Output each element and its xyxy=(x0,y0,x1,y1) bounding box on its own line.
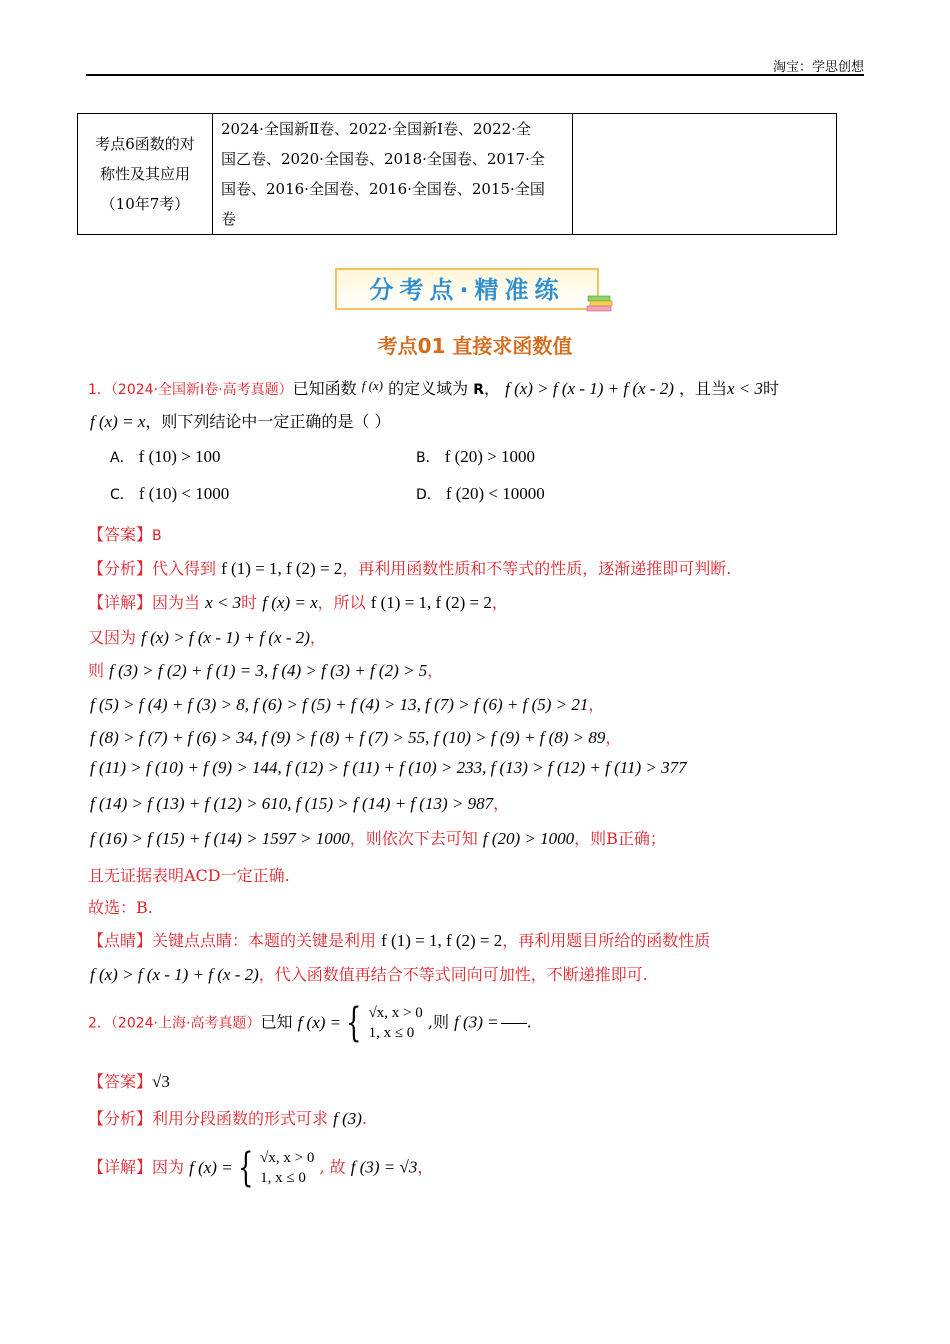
tag: 【详解】 xyxy=(88,593,153,612)
option-expr: f (20) < 10000 xyxy=(445,484,545,503)
text: ，再利用函数性质和不等式的性质，逐渐递推即可判断. xyxy=(342,559,732,578)
math: f (1) = 1, f (2) = 2 xyxy=(381,931,503,950)
option-label: C． xyxy=(110,487,134,503)
piecewise-function xyxy=(189,1145,315,1191)
table-cell-topic xyxy=(78,114,213,235)
option-expr: f (20) > 1000 xyxy=(444,447,536,466)
text: 时 xyxy=(241,593,258,612)
question-number: 2． xyxy=(88,1015,111,1032)
brace-icon: { xyxy=(237,1145,254,1191)
option-expr: f (10) > 100 xyxy=(138,447,221,466)
text: 的定义域为 xyxy=(388,379,469,398)
math: f (x) = xyxy=(297,1013,342,1032)
text: 因为 xyxy=(152,1157,185,1177)
text: ， xyxy=(427,661,444,680)
q1-choose: 故选：B. xyxy=(88,898,153,917)
text: ， xyxy=(309,628,326,647)
option-b[interactable] xyxy=(416,447,535,467)
tag: 【分析】 xyxy=(88,1109,153,1128)
option-label: A． xyxy=(110,450,134,466)
math: f (11) > f (10) + f (9) > 144, f (12) > f (11) + f (10) > 233, f (13) > f (12) + f (11) > 377 xyxy=(90,758,687,777)
topic-line: 称性及其应用 xyxy=(99,165,190,183)
text: . xyxy=(361,1109,368,1128)
text: ，则B正确； xyxy=(574,829,666,848)
table-row xyxy=(78,114,837,235)
q1-step xyxy=(88,658,443,681)
math: x < 3 xyxy=(727,379,764,398)
math: f (5) > f (4) + f (3) > 8, f (6) > f (5) + f (4) > 13, f (7) > f (6) + f (5) > 21 xyxy=(90,695,589,714)
case: √x, x > 0 xyxy=(260,1150,315,1166)
q1-step xyxy=(90,725,621,748)
answer-value: √3 xyxy=(152,1072,170,1091)
tag: 【分析】 xyxy=(88,559,153,578)
q2-analysis xyxy=(88,1106,367,1129)
q1-stem-line1: 1．（2024·全国新Ⅰ卷·高考真题）已知函数 $^{f (x)}$ 的定义域为 R， f (x) > f (x - 1) + f (x - 2) ，且当x < 3时 xyxy=(88,378,780,398)
text: 又因为 xyxy=(88,628,137,647)
tag: 【答案】 xyxy=(88,525,153,544)
q2-detail xyxy=(88,1145,434,1191)
q2-stem xyxy=(88,1000,532,1046)
q1-answer xyxy=(88,522,162,545)
q1-stem-line2 xyxy=(90,409,390,432)
topic-line: 考点6函数的对 xyxy=(95,135,195,153)
source-line: 国卷、2016·全国卷、2016·全国卷、2015·全国 xyxy=(221,180,545,198)
math: f (3) > f (2) + f (1) = 3, f (4) > f (3) + f (2) > 5 xyxy=(109,661,428,680)
option-label: D． xyxy=(416,487,441,503)
q1-step xyxy=(90,692,604,715)
math: R xyxy=(473,382,484,398)
text: 因为当 xyxy=(152,593,201,612)
text: 利用分段函数的形式可求 xyxy=(152,1109,329,1128)
q1-step xyxy=(90,758,687,778)
question-number: 1． xyxy=(88,382,111,398)
q2-answer xyxy=(88,1069,170,1092)
math: f (20) > 1000 xyxy=(482,829,575,848)
q1-tip-line2 xyxy=(90,962,648,985)
math: f (14) > f (13) + f (12) > 610, f (15) > f (14) + f (13) > 987 xyxy=(90,794,494,813)
option-d[interactable] xyxy=(416,484,545,504)
text: ，且当 xyxy=(678,379,727,398)
text: ， xyxy=(491,593,508,612)
option-expr: f (10) < 1000 xyxy=(138,484,230,503)
text: ， xyxy=(588,695,605,714)
header-shop-name: 淘宝：学思创想 xyxy=(772,60,864,75)
text: 时 xyxy=(763,379,780,398)
math: f (3) = √3 xyxy=(350,1157,418,1177)
q1-step xyxy=(90,791,509,814)
case: 1, x ≤ 0 xyxy=(260,1170,306,1186)
q1-analysis xyxy=(88,556,731,579)
brace-icon: { xyxy=(346,1000,362,1046)
text: , 故 xyxy=(319,1157,346,1177)
math: f (3) = xyxy=(454,1012,499,1032)
text: . xyxy=(526,1012,532,1032)
text: 已知 xyxy=(260,1012,293,1032)
math: x < 3 xyxy=(205,593,242,612)
topic-line: （10年7考） xyxy=(100,195,190,213)
math: f (x) = x xyxy=(262,593,318,612)
q1-step xyxy=(90,826,666,849)
header-rule xyxy=(86,74,864,76)
question-source: （2024·全国新Ⅰ卷·高考真题） xyxy=(110,382,293,398)
math: f (x) = xyxy=(189,1158,233,1177)
q1-also xyxy=(88,625,326,648)
source-line: 国乙卷、2020·全国卷、2018·全国卷、2017·全 xyxy=(221,150,545,168)
exam-point-table xyxy=(77,113,837,235)
text: ，再利用题目所给的函数性质 xyxy=(502,931,711,950)
cases xyxy=(260,1148,314,1188)
piecewise-function xyxy=(297,1000,423,1046)
option-label: B． xyxy=(416,450,440,466)
text: 代入得到 xyxy=(152,559,217,578)
tag: 【答案】 xyxy=(88,1072,153,1091)
answer-blank[interactable] xyxy=(501,1023,527,1024)
q1-detail xyxy=(88,590,508,613)
answer-value: B xyxy=(152,528,162,544)
text: ，代入函数值再结合不等式同向可加性，不断递推即可. xyxy=(258,965,648,984)
text: 则 xyxy=(88,661,105,680)
section-banner: 分考点·精准练 xyxy=(335,268,599,310)
math: f (x) = x xyxy=(90,412,146,431)
tag: 【详解】 xyxy=(88,1157,153,1177)
q1-no-evidence: 且无证据表明ACD一定正确. xyxy=(88,866,290,885)
math: f (x) xyxy=(361,378,383,393)
tag: 【点睛】 xyxy=(88,931,153,950)
text: ， xyxy=(493,794,510,813)
math: f (1) = 1, f (2) = 2 xyxy=(221,559,343,578)
text: ，则下列结论中一定正确的是（ ） xyxy=(145,412,391,431)
case: √x, x > 0 xyxy=(368,1005,423,1021)
cases xyxy=(369,1003,423,1043)
text: ,则 xyxy=(427,1012,449,1032)
math: f (3) xyxy=(333,1109,362,1128)
case: 1, x ≤ 0 xyxy=(368,1025,415,1041)
math: f (x) > f (x - 1) + f (x - 2) xyxy=(141,628,310,647)
books-icon xyxy=(586,292,614,312)
table-cell-empty xyxy=(573,114,837,235)
math: f (x) > f (x - 1) + f (x - 2) xyxy=(90,965,259,984)
question-source: （2024·上海·高考真题） xyxy=(110,1015,261,1032)
math: f (x) > f (x - 1) + f (x - 2) xyxy=(505,379,674,398)
text: ，则依次下去可知 xyxy=(349,829,478,848)
option-c[interactable] xyxy=(110,484,229,504)
math: f (16) > f (15) + f (14) > 1597 > 1000 xyxy=(90,829,350,848)
text: ，所以 xyxy=(317,593,366,612)
source-line: 卷 xyxy=(221,210,237,228)
section-title: 考点01 直接求函数值 xyxy=(377,334,573,358)
q1-tip xyxy=(88,928,710,951)
text: 关键点点睛：本题的关键是利用 xyxy=(152,931,377,950)
table-cell-sources xyxy=(213,114,573,235)
text: ， xyxy=(605,728,622,747)
text: ， xyxy=(417,1157,434,1177)
option-a[interactable] xyxy=(110,447,221,467)
math: f (1) = 1, f (2) = 2 xyxy=(370,593,492,612)
math: f (8) > f (7) + f (6) > 34, f (9) > f (8) + f (7) > 55, f (10) > f (9) + f (8) > 89 xyxy=(90,728,606,747)
text: 已知函数 xyxy=(292,379,357,398)
source-line: 2024·全国新Ⅱ卷、2022·全国新Ⅰ卷、2022·全 xyxy=(221,120,531,138)
